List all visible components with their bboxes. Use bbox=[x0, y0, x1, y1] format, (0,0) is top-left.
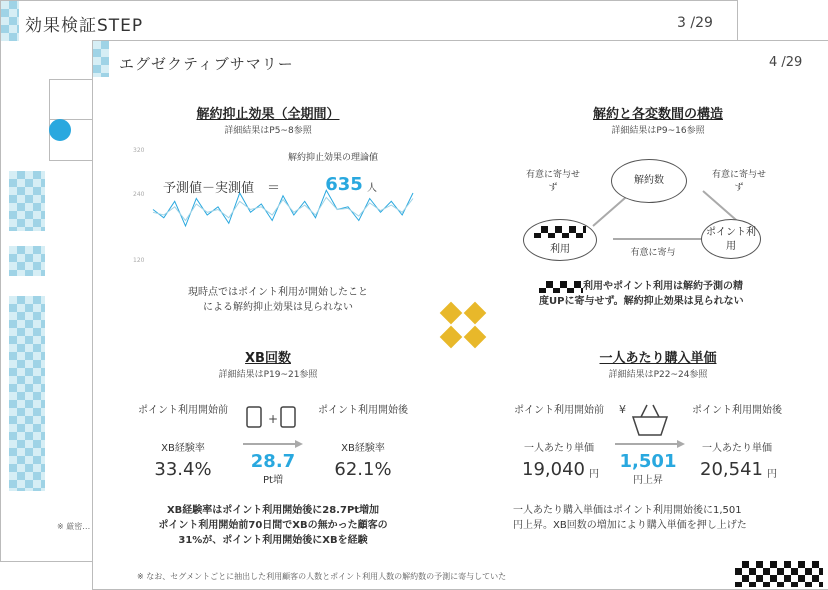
back-slide-title: 効果検証STEP bbox=[25, 16, 144, 36]
back-slide-number-circle bbox=[49, 119, 71, 141]
xb-after-label: ポイント利用開始後 bbox=[318, 405, 408, 416]
price-before-label: ポイント利用開始前 bbox=[514, 405, 604, 416]
arrow-bottom-label: 有意に寄与 bbox=[630, 248, 676, 258]
front-slide-title: エグゼクティブサマリー bbox=[119, 55, 294, 73]
xb-note-2: ポイント利用開始前70日間でXBの無かった顧客の bbox=[158, 520, 388, 531]
xb-note-1: XB経験率はポイント利用開始後に28.7Pt増加 bbox=[166, 505, 380, 516]
cancel-effect-note-2: による解約抑止効果は見られない bbox=[203, 302, 353, 313]
xb-subheading: 詳細結果はP19~21参照 bbox=[218, 370, 318, 380]
price-after-metric-label: 一人あたり単価 bbox=[702, 443, 772, 454]
node-point: ポイント利用 bbox=[701, 219, 761, 259]
price-after-label: ポイント利用開始後 bbox=[692, 405, 782, 416]
xb-before-label: ポイント利用開始前 bbox=[138, 405, 228, 416]
back-slide-mark bbox=[1, 1, 19, 41]
xb-note-3: 31%が、ポイント利用開始後にXBを経験 bbox=[178, 535, 368, 546]
back-slide-label-block bbox=[9, 171, 45, 231]
chart-label: 解約抑止効果の理論値 bbox=[287, 153, 378, 163]
cancel-effect-subheading: 詳細結果はP5~8参照 bbox=[224, 126, 312, 136]
node-use-label: 利用 bbox=[550, 244, 570, 255]
xb-after-value: 62.1% bbox=[334, 459, 392, 480]
svg-text:¥: ¥ bbox=[619, 403, 626, 416]
back-slide-footnote: ※ 厳密… bbox=[57, 522, 91, 531]
price-note-2: 円上昇。XB回数の増加により購入単価を押し上げた bbox=[513, 520, 747, 531]
cancel-effect-note-1: 現時点ではポイント利用が開始したこと bbox=[188, 287, 368, 298]
price-arrow bbox=[615, 439, 685, 449]
redacted-block bbox=[539, 281, 583, 293]
structure-note-1: 利用やポイント利用は解約予測の精 bbox=[583, 281, 743, 292]
node-cancel: 解約数 bbox=[611, 159, 687, 203]
node-use bbox=[523, 219, 597, 261]
front-slide-footnote: ※ なお、セグメントごとに抽出した利用顧客の人数とポイント利用人数の解約数の予測に寄与していた bbox=[137, 572, 507, 581]
xb-icons bbox=[233, 401, 313, 441]
xb-heading: XB回数 bbox=[245, 351, 291, 366]
price-note-1: 一人あたり購入単価はポイント利用開始後に1,501 bbox=[513, 505, 742, 516]
svg-text:+: + bbox=[268, 412, 279, 426]
structure-heading: 解約と各変数間の構造 bbox=[592, 107, 723, 122]
xb-diff-unit: Pt増 bbox=[263, 475, 283, 486]
center-logo bbox=[423, 291, 503, 371]
xb-before-value: 33.4% bbox=[154, 459, 212, 480]
formula-label: 予測値－実測値 ＝ bbox=[163, 181, 281, 196]
price-after-unit: 円 bbox=[767, 469, 777, 480]
cancel-effect-value: 635 bbox=[325, 174, 363, 195]
unit-price-subheading: 詳細結果はP22~24参照 bbox=[608, 370, 708, 380]
redacted-corner-block bbox=[735, 561, 823, 587]
back-slide-page-number: 3 /29 bbox=[677, 15, 713, 31]
structure-subheading: 詳細結果はP9~16参照 bbox=[611, 126, 705, 136]
xb-after-metric-label: XB経験率 bbox=[341, 443, 385, 454]
price-after-value: 20,541 bbox=[700, 459, 763, 480]
front-slide-page-number: 4 /29 bbox=[769, 55, 803, 70]
arrow-left-label: 有意に寄与せず bbox=[525, 170, 580, 193]
back-slide-label-block bbox=[9, 246, 45, 276]
price-before-unit: 円 bbox=[589, 469, 599, 480]
unit-price-heading: 一人あたり購入単価 bbox=[599, 351, 717, 366]
prediction-chart bbox=[133, 141, 433, 271]
price-diff-unit: 円上昇 bbox=[633, 475, 663, 486]
y-tick-label: 120 bbox=[133, 257, 145, 264]
xb-diff-value: 28.7 bbox=[250, 451, 296, 472]
price-diff-value: 1,501 bbox=[619, 451, 677, 472]
cancel-effect-heading: 解約抑止効果（全期間） bbox=[196, 107, 340, 122]
xb-before-metric-label: XB経験率 bbox=[161, 443, 205, 454]
basket-icon bbox=[615, 397, 685, 441]
xb-arrow bbox=[243, 439, 303, 449]
structure-note-2: 度UPに寄与せず。解約抑止効果は見られない bbox=[539, 296, 744, 307]
arrow-right-label: 有意に寄与せず bbox=[711, 170, 766, 193]
y-tick-label: 320 bbox=[133, 147, 145, 154]
back-slide-box bbox=[49, 79, 95, 121]
redacted-block bbox=[534, 226, 586, 238]
front-slide bbox=[92, 40, 828, 590]
price-before-value: 19,040 bbox=[522, 459, 585, 480]
y-tick-label: 240 bbox=[133, 191, 145, 198]
front-slide-mark bbox=[93, 41, 109, 77]
back-slide-label-block bbox=[9, 296, 45, 491]
price-before-metric-label: 一人あたり単価 bbox=[524, 443, 594, 454]
cancel-effect-unit: 人 bbox=[367, 183, 377, 194]
